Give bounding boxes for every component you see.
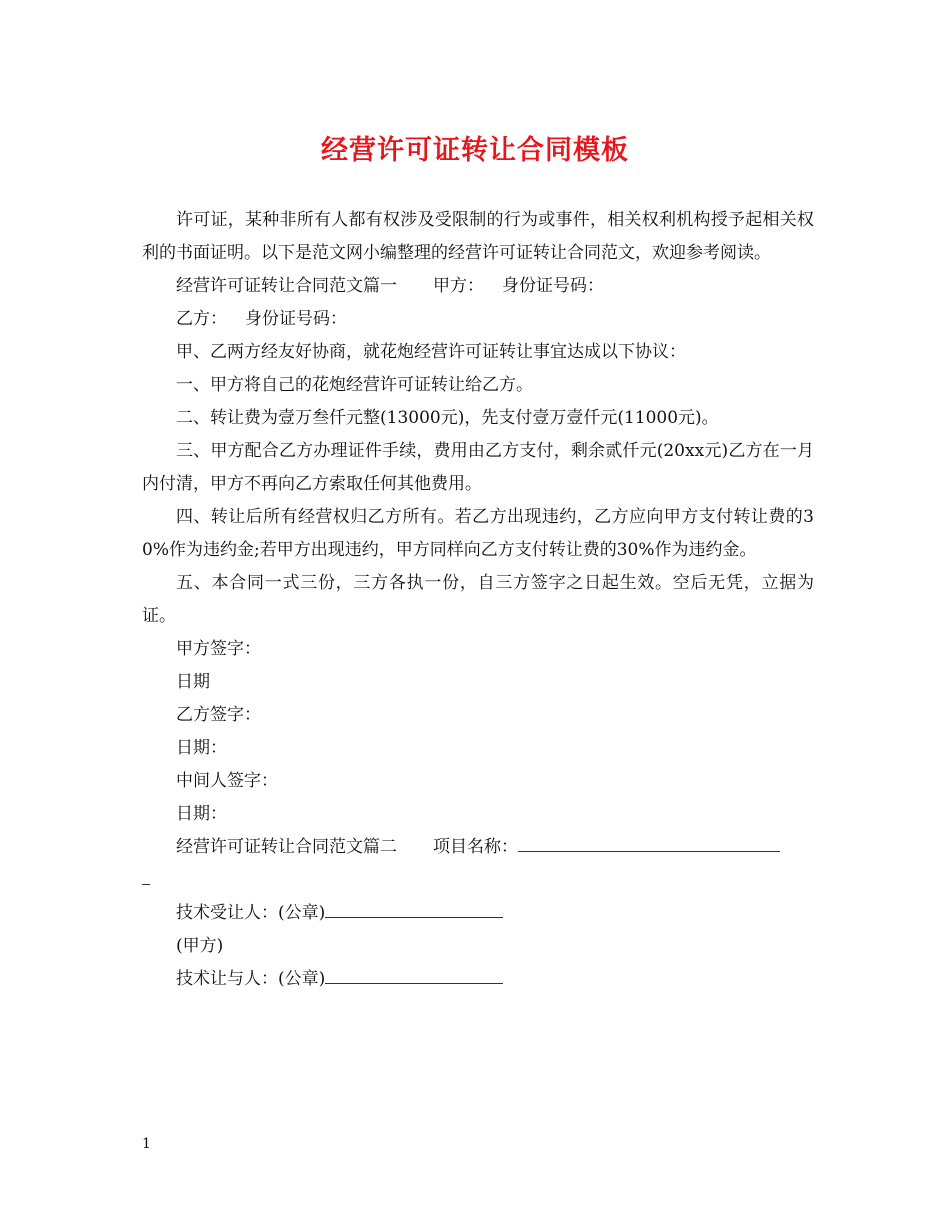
transferor-blank: [325, 965, 503, 984]
party-a-label: 甲方：: [433, 276, 484, 296]
date-line-1: 日期: [176, 672, 210, 692]
blank-continuation: [142, 864, 814, 897]
transferor-label: 技术让与人：(公章): [176, 969, 326, 989]
clause-5: 五、本合同一式三份，三方各执一份，自三方签字之日起生效。空后无凭，立据为证。: [142, 573, 814, 626]
party-b-id-label: 身份证号码：: [245, 309, 347, 329]
agreement-intro: 甲、乙两方经友好协商，就花炮经营许可证转让事宜达成以下协议：: [176, 342, 686, 362]
page-number: 1: [142, 1136, 151, 1152]
intermediary-signature: 中间人签字：: [176, 771, 278, 791]
transferee-label: 技术受让人：(公章): [176, 903, 326, 923]
transferee-line: [142, 897, 814, 930]
transferor-line: [142, 963, 814, 996]
date-line-3: 日期：: [176, 804, 227, 824]
section1-heading-line: [142, 270, 814, 303]
section2-heading-line: [142, 831, 814, 864]
intro-paragraph: 许可证，某种非所有人都有权涉及受限制的行为或事件，相关权利机构授予起相关权利的书面证明。以下是范文网小编整理的经营许可证转让合同范文，欢迎参考阅读。: [142, 210, 814, 263]
document-body: [142, 204, 814, 996]
party-a-id-label: 身份证号码：: [502, 276, 604, 296]
project-name-label: 项目名称：: [433, 837, 518, 857]
party-a-signature: 甲方签字：: [176, 639, 261, 659]
project-name-blank: [518, 833, 780, 852]
clause-3: 三、甲方配合乙方办理证件手续，费用由乙方支付，剩余贰仟元(20xx元)乙方在一月内付清，甲方不再向乙方索取任何其他费用。: [142, 441, 814, 494]
party-b-signature: 乙方签字：: [176, 705, 261, 725]
party-a-paren: (甲方): [176, 936, 224, 956]
clause-2: 二、转让费为壹万叁仟元整(13000元)，先支付壹万壹仟元(11000元)。: [176, 408, 719, 428]
section1-heading: 经营许可证转让合同范文篇一: [176, 276, 397, 296]
date-line-2: 日期：: [176, 738, 227, 758]
section2-heading: 经营许可证转让合同范文篇二: [176, 837, 397, 857]
clause-4: 四、转让后所有经营权归乙方所有。若乙方出现违约，乙方应向甲方支付转让费的30%作为违约金;若甲方出现违约，甲方同样向乙方支付转让费的30%作为违约金。: [142, 507, 814, 560]
clause-1: 一、甲方将自己的花炮经营许可证转让给乙方。: [176, 375, 533, 395]
party-b-label: 乙方：: [176, 309, 227, 329]
party-b-line: [142, 303, 814, 336]
document-title: 经营许可证转让合同模板: [321, 135, 629, 166]
transferee-blank: [325, 899, 503, 918]
